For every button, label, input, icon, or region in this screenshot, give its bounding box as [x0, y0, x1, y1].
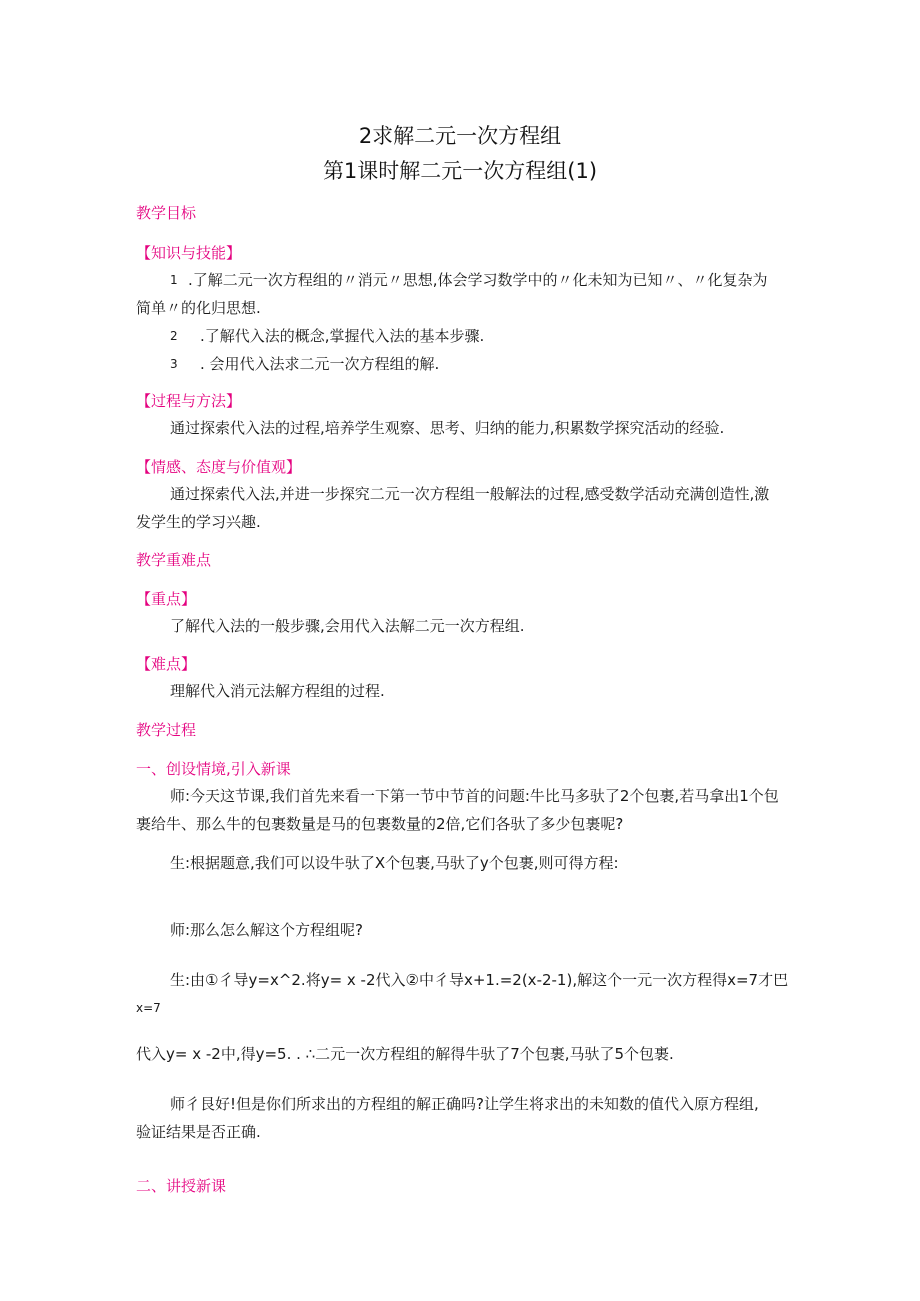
key-text: 了解代入法的一般步骤,会用代入法解二元一次方程组. [170, 617, 525, 635]
goal1-line2: 简单〃的化归思想. [136, 299, 261, 317]
heading-emotion: 【情感、态度与价值观】 [136, 458, 302, 476]
heading-teaching-process: 教学过程 [136, 721, 197, 739]
emotion-line1: 通过探索代入法,并进一步探究二元一次方程组一般解法的过程,感受数学活动充满创造性,激 [170, 485, 770, 503]
p4-line1: 生:由①彳导y=x^2.将y= x -2代入②中彳导x+1.=2(x-2-1),解这个一元一次方程得x=7才巴 [170, 971, 789, 989]
heading-teaching-goals: 教学目标 [136, 204, 197, 222]
p1-line1: 师:今天这节课,我们首先来看一下第一节中节首的问题:牛比马多驮了2个包裹,若马拿出1个包 [170, 787, 779, 805]
main-title: 2求解二元一次方程组 [358, 124, 562, 148]
difficult-text: 理解代入消元法解方程组的过程. [170, 682, 385, 700]
heading-difficult: 【难点】 [136, 655, 197, 673]
heading-knowledge-skills: 【知识与技能】 [136, 244, 242, 262]
goal1-line1: .了解二元一次方程组的〃消元〃思想,体会学习数学中的〃化未知为已知〃、〃化复杂为 [188, 271, 768, 289]
heading-key-difficult: 教学重难点 [136, 551, 212, 569]
p6-line1: 师彳艮好!但是你们所求出的方程组的解正确吗?让学生将求出的未知数的值代入原方程组, [170, 1095, 759, 1113]
p3-text: 师:那么怎么解这个方程组呢? [170, 921, 364, 939]
goal3-number: 3 [170, 357, 178, 371]
heading-key: 【重点】 [136, 590, 197, 608]
heading-part2: 二、讲授新课 [136, 1177, 227, 1195]
p4-line2: x=7 [136, 1001, 161, 1015]
p2-text: 生:根据题意,我们可以设牛驮了X个包裹,马驮了y个包裹,则可得方程: [170, 854, 619, 872]
p5-text: 代入y= x -2中,得y=5. . ∴二元一次方程组的解得牛驮了7个包裹,马驮了5个包裹. [136, 1045, 674, 1063]
sub-title: 第1课时解二元一次方程组(1) [322, 159, 598, 183]
goal2-number: 2 [170, 329, 178, 343]
emotion-line2: 发学生的学习兴趣. [136, 513, 261, 531]
goal2-text: .了解代入法的概念,掌握代入法的基本步骤. [200, 327, 485, 345]
goal1-number: 1 [170, 273, 178, 287]
p1-line2: 裹给牛、那么牛的包裹数量是马的包裹数量的2倍,它们各驮了多少包裹呢? [136, 815, 624, 833]
process-text: 通过探索代入法的过程,培养学生观察、思考、归纳的能力,积累数学探究活动的经验. [170, 419, 725, 437]
heading-process-method: 【过程与方法】 [136, 392, 242, 410]
p6-line2: 验证结果是否正确. [136, 1123, 261, 1141]
goal3-text: . 会用代入法求二元一次方程组的解. [200, 355, 440, 373]
heading-part1: 一、创设情境,引入新课 [136, 760, 291, 778]
